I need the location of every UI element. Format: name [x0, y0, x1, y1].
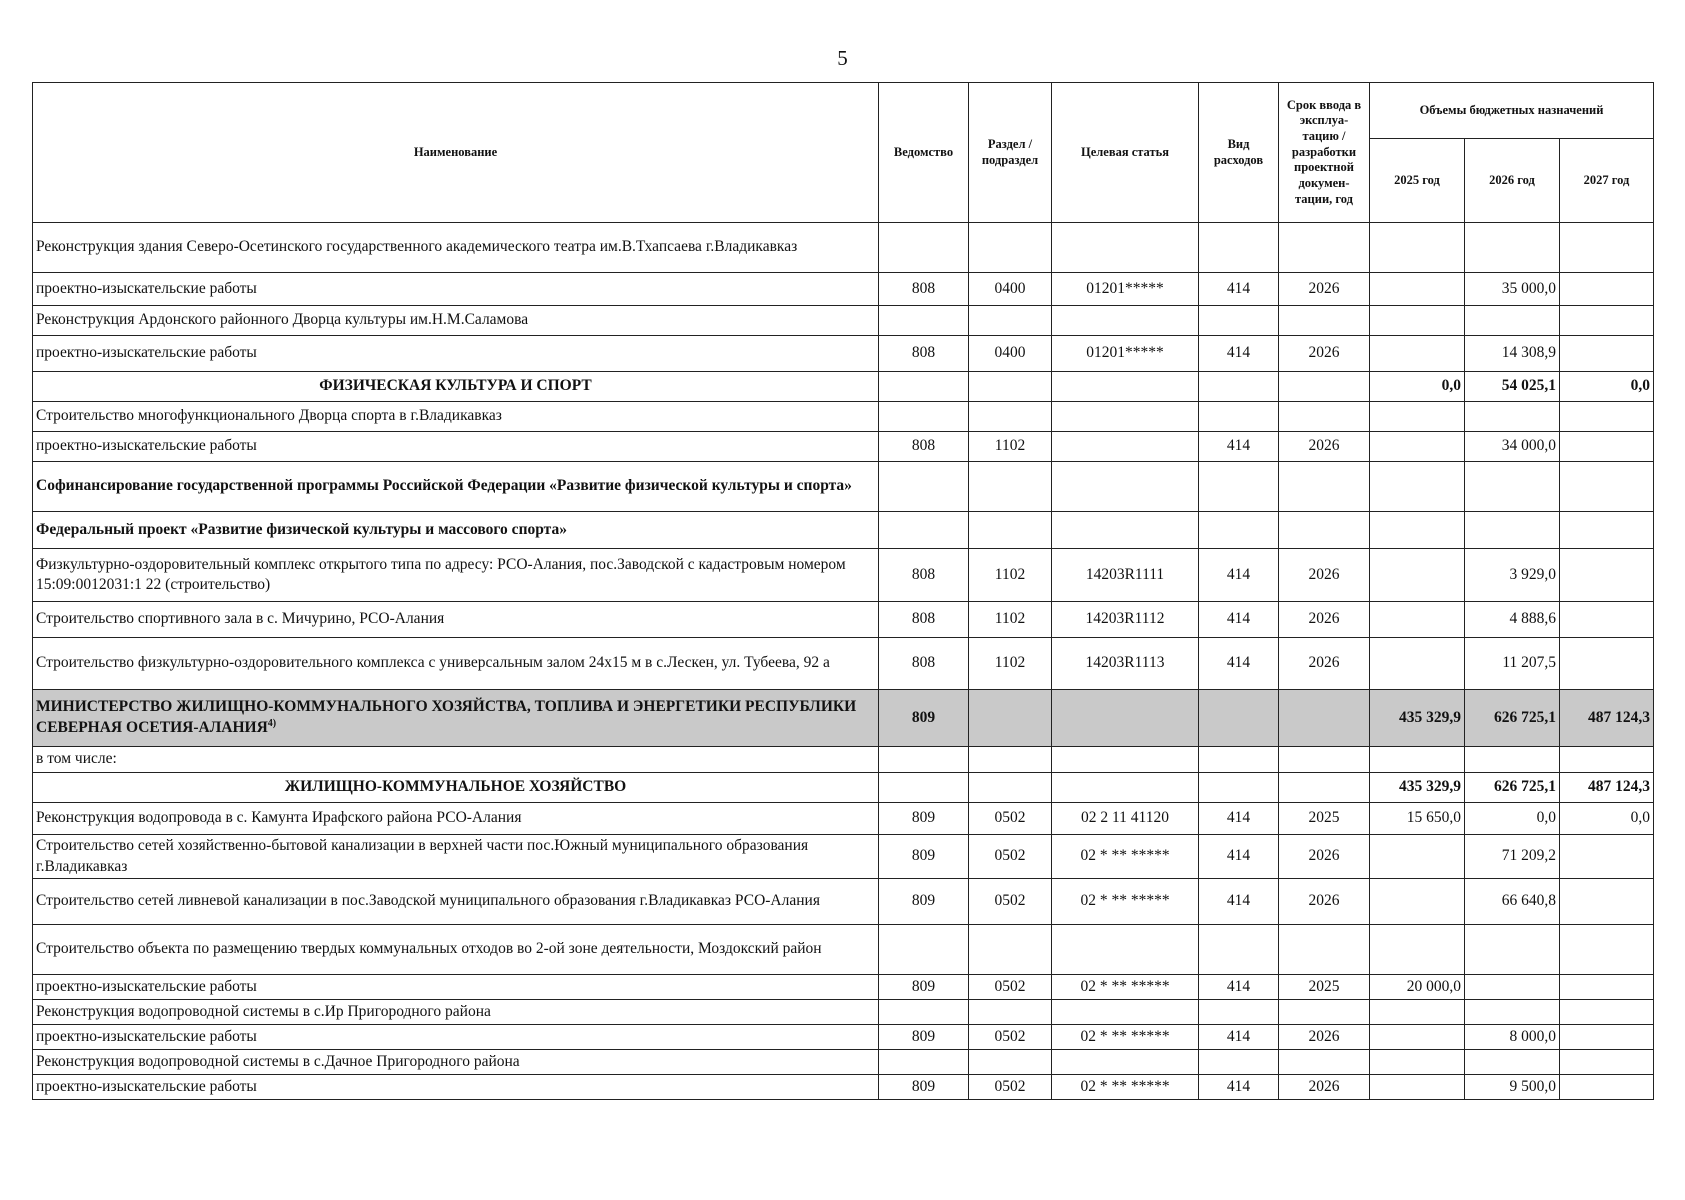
cell-year	[1279, 223, 1370, 273]
cell-v2025	[1370, 925, 1465, 975]
cell-v2025	[1370, 306, 1465, 336]
table-row	[33, 975, 1654, 1000]
cell-v2025	[1370, 336, 1465, 372]
page-number: 5	[837, 46, 848, 70]
row-name: проектно-изыскательские работы	[36, 1077, 257, 1095]
cell-name	[33, 372, 879, 402]
cell-name	[33, 402, 879, 432]
row-name: Строительство сетей ливневой канализации в пос.Заводской муниципального образования г.Владикавказ РСО-Алания	[36, 892, 820, 910]
cell-sec: 0502	[969, 835, 1052, 879]
cell-v2026	[1465, 462, 1560, 512]
cell-v2026	[1465, 1050, 1560, 1075]
cell-v2026	[1465, 402, 1560, 432]
cell-dept: 809	[879, 690, 969, 747]
cell-v2025	[1370, 1050, 1465, 1075]
cell-target: 02 2 11 41120	[1052, 803, 1199, 835]
cell-v2025	[1370, 1025, 1465, 1050]
cell-year	[1279, 690, 1370, 747]
cell-vid: 414	[1199, 1075, 1279, 1100]
header-budget-volumes: Объемы бюджетных назначений	[1370, 83, 1654, 139]
cell-year	[1279, 512, 1370, 549]
cell-year: 2026	[1279, 1075, 1370, 1100]
cell-v2026: 11 207,5	[1465, 638, 1560, 690]
cell-year	[1279, 925, 1370, 975]
cell-target	[1052, 925, 1199, 975]
cell-vid: 414	[1199, 432, 1279, 462]
header-year-2025: 2025 год	[1370, 139, 1465, 223]
row-name: проектно-изыскательские работы	[36, 977, 257, 995]
row-name: МИНИСТЕРСТВО ЖИЛИЩНО-КОММУНАЛЬНОГО ХОЗЯЙСТВА, ТОПЛИВА И ЭНЕРГЕТИКИ РЕСПУБЛИКИ СЕВЕРНАЯ ОСЕТИЯ-АЛАНИЯ	[36, 698, 857, 737]
budget-table	[32, 82, 1654, 1100]
row-name: Реконструкция водопроводной системы в с.Дачное Пригородного района	[36, 1052, 520, 1070]
cell-v2026: 0,0	[1465, 803, 1560, 835]
cell-v2025	[1370, 1075, 1465, 1100]
table-header	[33, 83, 1654, 223]
cell-vid: 414	[1199, 602, 1279, 638]
header-name: Наименование	[33, 83, 879, 223]
cell-v2027	[1560, 402, 1654, 432]
cell-v2027	[1560, 223, 1654, 273]
table-row	[33, 306, 1654, 336]
cell-target	[1052, 1050, 1199, 1075]
row-name: Реконструкция Ардонского районного Дворца культуры им.Н.М.Саламова	[36, 311, 529, 329]
cell-v2027: 0,0	[1560, 372, 1654, 402]
cell-target	[1052, 512, 1199, 549]
cell-sec	[969, 773, 1052, 803]
cell-vid: 414	[1199, 879, 1279, 925]
cell-dept	[879, 402, 969, 432]
cell-v2025	[1370, 747, 1465, 773]
cell-dept: 809	[879, 975, 969, 1000]
cell-v2025	[1370, 223, 1465, 273]
cell-v2025: 20 000,0	[1370, 975, 1465, 1000]
cell-v2026	[1465, 306, 1560, 336]
cell-name	[33, 512, 879, 549]
cell-name	[33, 879, 879, 925]
cell-target	[1052, 747, 1199, 773]
cell-sec: 0502	[969, 1075, 1052, 1100]
cell-v2027: 487 124,3	[1560, 690, 1654, 747]
cell-v2027	[1560, 1050, 1654, 1075]
cell-year: 2026	[1279, 336, 1370, 372]
cell-dept	[879, 1000, 969, 1025]
cell-name	[33, 462, 879, 512]
cell-v2027	[1560, 432, 1654, 462]
cell-v2025	[1370, 512, 1465, 549]
cell-sec: 1102	[969, 549, 1052, 602]
header-section: Раздел / подраздел	[969, 83, 1052, 223]
cell-v2027	[1560, 1075, 1654, 1100]
cell-year: 2026	[1279, 835, 1370, 879]
cell-year: 2025	[1279, 975, 1370, 1000]
cell-name	[33, 549, 879, 602]
cell-name	[33, 638, 879, 690]
cell-dept: 808	[879, 273, 969, 306]
cell-sec	[969, 747, 1052, 773]
cell-v2025: 435 329,9	[1370, 773, 1465, 803]
cell-v2025	[1370, 835, 1465, 879]
cell-v2027	[1560, 462, 1654, 512]
table-row	[33, 1025, 1654, 1050]
cell-target: 02 * ** *****	[1052, 1025, 1199, 1050]
table-row	[33, 432, 1654, 462]
row-name: проектно-изыскательские работы	[36, 279, 257, 297]
cell-sec	[969, 925, 1052, 975]
cell-target: 02 * ** *****	[1052, 975, 1199, 1000]
cell-dept	[879, 1050, 969, 1075]
cell-dept	[879, 925, 969, 975]
cell-v2026: 8 000,0	[1465, 1025, 1560, 1050]
cell-target: 02 * ** *****	[1052, 835, 1199, 879]
cell-vid	[1199, 402, 1279, 432]
row-name: ФИЗИЧЕСКАЯ КУЛЬТУРА И СПОРТ	[319, 377, 592, 395]
cell-v2026: 34 000,0	[1465, 432, 1560, 462]
cell-year: 2026	[1279, 432, 1370, 462]
cell-target: 14203R1113	[1052, 638, 1199, 690]
cell-sec: 0502	[969, 975, 1052, 1000]
cell-name	[33, 1025, 879, 1050]
table-row	[33, 512, 1654, 549]
cell-dept: 809	[879, 1075, 969, 1100]
cell-v2025: 15 650,0	[1370, 803, 1465, 835]
table-row	[33, 879, 1654, 925]
header-year-2026: 2026 год	[1465, 139, 1560, 223]
row-name: Строительство спортивного зала в с. Мичурино, РСО-Алания	[36, 610, 445, 628]
cell-vid: 414	[1199, 273, 1279, 306]
table-row	[33, 803, 1654, 835]
cell-sec: 0400	[969, 273, 1052, 306]
header-expense-type: Вид расходов	[1199, 83, 1279, 223]
cell-name	[33, 336, 879, 372]
cell-dept	[879, 747, 969, 773]
table-row	[33, 372, 1654, 402]
table-body	[33, 223, 1654, 1100]
cell-name	[33, 223, 879, 273]
row-name: Строительство физкультурно-оздоровительного комплекса с универсальным залом 24х15 м в с.Лескен, ул. Тубеева, 92 а	[36, 654, 830, 672]
cell-target: 01201*****	[1052, 336, 1199, 372]
cell-year	[1279, 372, 1370, 402]
cell-v2025	[1370, 432, 1465, 462]
cell-vid: 414	[1199, 549, 1279, 602]
cell-dept: 808	[879, 602, 969, 638]
cell-vid	[1199, 690, 1279, 747]
cell-dept	[879, 512, 969, 549]
cell-name	[33, 1050, 879, 1075]
cell-vid: 414	[1199, 835, 1279, 879]
table-row	[33, 1000, 1654, 1025]
cell-sec	[969, 1050, 1052, 1075]
cell-name	[33, 773, 879, 803]
row-name: Федеральный проект «Развитие физической культуры и массового спорта»	[36, 520, 567, 538]
cell-v2025	[1370, 273, 1465, 306]
cell-target: 14203R1111	[1052, 549, 1199, 602]
cell-v2026: 3 929,0	[1465, 549, 1560, 602]
cell-target: 01201*****	[1052, 273, 1199, 306]
cell-v2027	[1560, 512, 1654, 549]
cell-v2025	[1370, 402, 1465, 432]
cell-vid: 414	[1199, 803, 1279, 835]
cell-v2025	[1370, 462, 1465, 512]
cell-target: 02 * ** *****	[1052, 879, 1199, 925]
row-name: в том числе:	[36, 750, 117, 768]
cell-year	[1279, 747, 1370, 773]
cell-dept: 808	[879, 432, 969, 462]
cell-target	[1052, 773, 1199, 803]
cell-vid	[1199, 512, 1279, 549]
cell-target	[1052, 432, 1199, 462]
cell-dept	[879, 773, 969, 803]
cell-vid	[1199, 372, 1279, 402]
cell-year	[1279, 1050, 1370, 1075]
cell-dept	[879, 223, 969, 273]
cell-sec	[969, 402, 1052, 432]
cell-dept	[879, 462, 969, 512]
cell-year: 2026	[1279, 602, 1370, 638]
cell-name	[33, 1075, 879, 1100]
cell-year	[1279, 773, 1370, 803]
header-year-2027: 2027 год	[1560, 139, 1654, 223]
cell-sec	[969, 1000, 1052, 1025]
footnote-marker: 4)	[267, 718, 277, 730]
cell-year: 2026	[1279, 879, 1370, 925]
cell-v2025: 0,0	[1370, 372, 1465, 402]
cell-sec: 0502	[969, 803, 1052, 835]
cell-vid	[1199, 462, 1279, 512]
cell-name	[33, 925, 879, 975]
cell-name	[33, 273, 879, 306]
row-name: проектно-изыскательские работы	[36, 344, 257, 362]
cell-v2027	[1560, 273, 1654, 306]
cell-v2027	[1560, 975, 1654, 1000]
cell-year: 2026	[1279, 1025, 1370, 1050]
cell-target: 02 * ** *****	[1052, 1075, 1199, 1100]
cell-v2026: 35 000,0	[1465, 273, 1560, 306]
cell-year	[1279, 1000, 1370, 1025]
cell-name	[33, 1000, 879, 1025]
cell-vid	[1199, 1050, 1279, 1075]
table-row	[33, 835, 1654, 879]
cell-v2026: 9 500,0	[1465, 1075, 1560, 1100]
cell-sec: 0502	[969, 879, 1052, 925]
cell-name	[33, 835, 879, 879]
row-name: Реконструкция водопроводной системы в с.Ир Пригородного района	[36, 1002, 491, 1020]
row-name: Софинансирование государственной программы Российской Федерации «Развитие физической культуры и спорта»	[36, 477, 852, 495]
header-term: Срок ввода в эксплуа-тацию / разработки проектной докумен-тации, год	[1279, 83, 1370, 223]
cell-v2026: 4 888,6	[1465, 602, 1560, 638]
table-row	[33, 925, 1654, 975]
cell-vid	[1199, 223, 1279, 273]
row-name: Реконструкция водопровода в с. Камунта Ирафского района РСО-Алания	[36, 809, 522, 827]
table-row	[33, 773, 1654, 803]
row-name: Физкультурно-оздоровительный комплекс открытого типа по адресу: РСО-Алания, пос.Заводской с кадастровым номером 15:09:0012031:1 22 (строительство)	[36, 555, 846, 593]
cell-sec: 1102	[969, 638, 1052, 690]
cell-v2025	[1370, 1000, 1465, 1025]
cell-sec: 0502	[969, 1025, 1052, 1050]
cell-v2027	[1560, 638, 1654, 690]
cell-dept: 809	[879, 1025, 969, 1050]
table-row	[33, 602, 1654, 638]
row-name: ЖИЛИЩНО-КОММУНАЛЬНОЕ ХОЗЯЙСТВО	[284, 778, 627, 796]
cell-sec	[969, 372, 1052, 402]
cell-v2026	[1465, 512, 1560, 549]
cell-year	[1279, 402, 1370, 432]
header-department: Ведомство	[879, 83, 969, 223]
cell-target	[1052, 306, 1199, 336]
cell-name	[33, 747, 879, 773]
cell-dept: 809	[879, 879, 969, 925]
cell-target	[1052, 690, 1199, 747]
cell-dept: 809	[879, 803, 969, 835]
table-row	[33, 462, 1654, 512]
cell-dept	[879, 306, 969, 336]
cell-v2026	[1465, 747, 1560, 773]
cell-vid	[1199, 747, 1279, 773]
table-row	[33, 1075, 1654, 1100]
cell-v2026: 66 640,8	[1465, 879, 1560, 925]
cell-name	[33, 803, 879, 835]
cell-name	[33, 975, 879, 1000]
cell-v2026: 626 725,1	[1465, 773, 1560, 803]
cell-vid: 414	[1199, 336, 1279, 372]
table-row	[33, 273, 1654, 306]
cell-v2027	[1560, 1000, 1654, 1025]
table-row	[33, 336, 1654, 372]
cell-v2026: 626 725,1	[1465, 690, 1560, 747]
row-name: Строительство сетей хозяйственно-бытовой канализации в верхней части пос.Южный муниципального образования г.Владикавказ	[36, 837, 809, 875]
row-name: Строительство многофункционального Дворца спорта в г.Владикавказ	[36, 407, 502, 425]
cell-v2027: 487 124,3	[1560, 773, 1654, 803]
cell-v2025	[1370, 879, 1465, 925]
cell-sec	[969, 690, 1052, 747]
cell-year: 2026	[1279, 638, 1370, 690]
cell-year: 2026	[1279, 549, 1370, 602]
cell-year	[1279, 462, 1370, 512]
cell-v2025	[1370, 602, 1465, 638]
cell-dept: 808	[879, 549, 969, 602]
cell-year: 2026	[1279, 273, 1370, 306]
cell-v2027	[1560, 835, 1654, 879]
cell-v2025	[1370, 549, 1465, 602]
cell-sec: 1102	[969, 432, 1052, 462]
cell-v2025: 435 329,9	[1370, 690, 1465, 747]
cell-vid	[1199, 306, 1279, 336]
cell-sec: 0400	[969, 336, 1052, 372]
cell-v2027	[1560, 925, 1654, 975]
cell-dept	[879, 372, 969, 402]
table-row	[33, 747, 1654, 773]
cell-v2027	[1560, 549, 1654, 602]
cell-v2027: 0,0	[1560, 803, 1654, 835]
cell-sec	[969, 512, 1052, 549]
cell-year: 2025	[1279, 803, 1370, 835]
table-row	[33, 549, 1654, 602]
cell-v2027	[1560, 747, 1654, 773]
cell-v2027	[1560, 879, 1654, 925]
cell-name	[33, 306, 879, 336]
cell-target: 14203R1112	[1052, 602, 1199, 638]
cell-name	[33, 432, 879, 462]
row-name: проектно-изыскательские работы	[36, 1027, 257, 1045]
row-name: Реконструкция здания Северо-Осетинского государственного академического театра им.В.Тхапсаева г.Владикавказ	[36, 238, 798, 256]
table-row	[33, 402, 1654, 432]
cell-vid	[1199, 925, 1279, 975]
cell-dept: 809	[879, 835, 969, 879]
table-row	[33, 638, 1654, 690]
cell-sec: 1102	[969, 602, 1052, 638]
cell-v2026: 54 025,1	[1465, 372, 1560, 402]
cell-v2027	[1560, 306, 1654, 336]
cell-v2026: 14 308,9	[1465, 336, 1560, 372]
cell-dept: 808	[879, 336, 969, 372]
table-row	[33, 1050, 1654, 1075]
cell-v2025	[1370, 638, 1465, 690]
cell-vid	[1199, 1000, 1279, 1025]
cell-v2027	[1560, 336, 1654, 372]
cell-sec	[969, 462, 1052, 512]
cell-target	[1052, 1000, 1199, 1025]
cell-v2026	[1465, 223, 1560, 273]
table-row	[33, 223, 1654, 273]
cell-sec	[969, 306, 1052, 336]
cell-target	[1052, 223, 1199, 273]
cell-v2026: 71 209,2	[1465, 835, 1560, 879]
table-row	[33, 690, 1654, 747]
row-name: Строительство объекта по размещению твердых коммунальных отходов во 2-ой зоне деятельности, Моздокский район	[36, 940, 822, 958]
header-target-item: Целевая статья	[1052, 83, 1199, 223]
cell-vid: 414	[1199, 975, 1279, 1000]
cell-vid: 414	[1199, 638, 1279, 690]
cell-v2026	[1465, 975, 1560, 1000]
cell-vid	[1199, 773, 1279, 803]
cell-vid: 414	[1199, 1025, 1279, 1050]
cell-name	[33, 690, 879, 747]
cell-dept: 808	[879, 638, 969, 690]
cell-name	[33, 602, 879, 638]
cell-v2027	[1560, 602, 1654, 638]
row-name: проектно-изыскательские работы	[36, 437, 257, 455]
cell-year	[1279, 306, 1370, 336]
cell-target	[1052, 402, 1199, 432]
cell-v2026	[1465, 925, 1560, 975]
cell-target	[1052, 372, 1199, 402]
cell-v2026	[1465, 1000, 1560, 1025]
cell-v2027	[1560, 1025, 1654, 1050]
cell-sec	[969, 223, 1052, 273]
cell-target	[1052, 462, 1199, 512]
